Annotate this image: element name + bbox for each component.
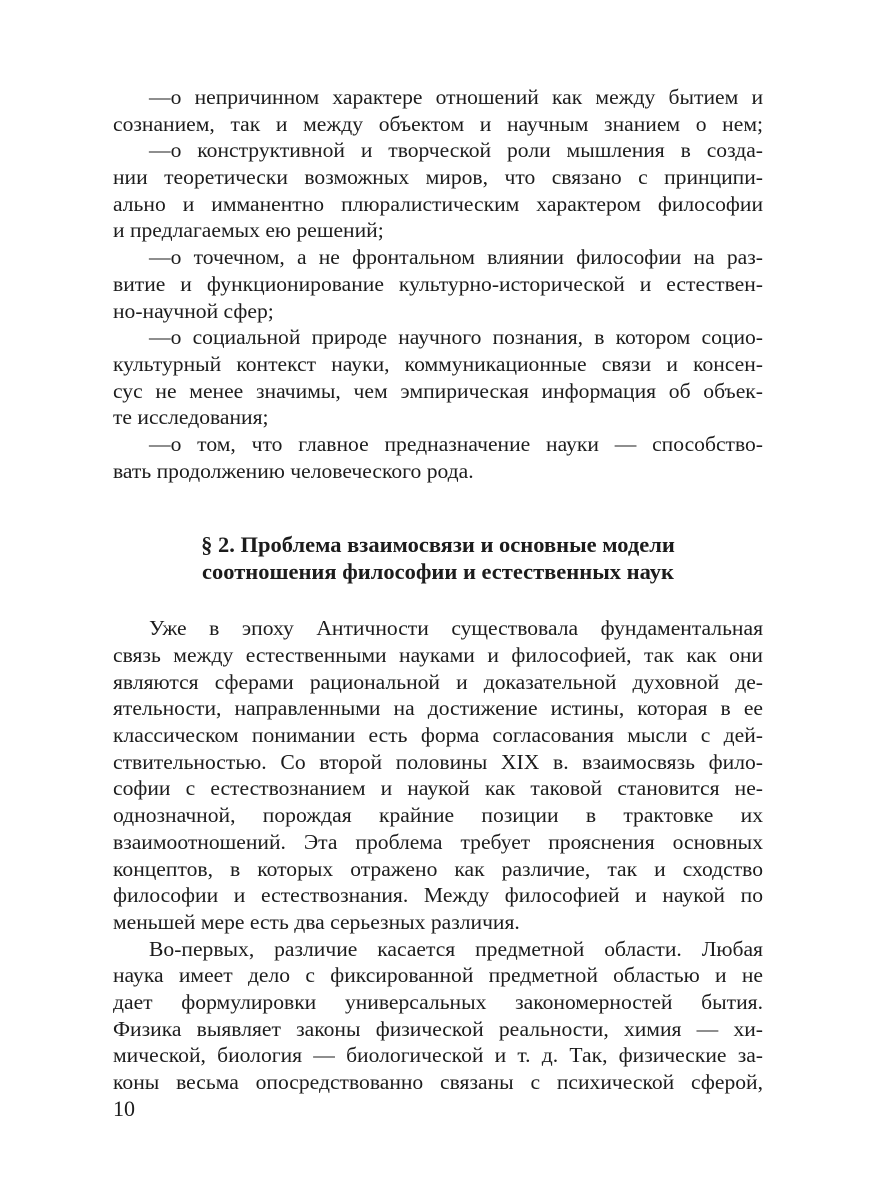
text-line: культурный контекст науки, коммуникационные связи и консен- — [113, 351, 763, 376]
text-line: Физика выявляет законы физической реальности, химия — хи- — [113, 1016, 763, 1041]
text-line: являются сферами рациональной и доказательной духовной де- — [113, 669, 763, 694]
text-line: вать продолжению человеческого рода. — [113, 458, 474, 483]
text-line: мической, биология — биологической и т. д. Так, физические за- — [113, 1043, 763, 1068]
text-line: —о непричинном характере отношений как между бытием и — [149, 85, 763, 109]
section-heading-line: соотношения философии и естественных наук — [202, 559, 674, 585]
text-line: меньшей мере есть два серьезных различия. — [113, 909, 520, 934]
text-line: ятельности, направленными на достижение истины, которая в ее — [113, 696, 763, 721]
text-line: наука имеет дело с фиксированной предметной областью и не — [113, 963, 763, 988]
text-line: но-научной сфер; — [113, 298, 274, 323]
text-line: Уже в эпоху Античности существовала фундаментальная — [149, 616, 763, 641]
text-line: —о том, что главное предназначение науки — способство- — [149, 431, 763, 456]
paragraph-2 — [113, 936, 763, 1096]
text-line: коны весьма опосредствованно связаны с психической сферой, — [113, 1070, 763, 1094]
text-line: концептов, в которых отражено как различие, так и сходство — [113, 856, 763, 881]
text-line: те исследования; — [113, 405, 269, 430]
text-line: Во-первых, различие касается предметной области. Любая — [149, 936, 763, 961]
text-line: и предлагаемых ею решений; — [113, 218, 384, 243]
paragraph-1 — [113, 615, 763, 935]
text-line: сус не менее значимы, чем эмпирическая информация об объек- — [113, 378, 763, 403]
text-line: однозначной, порождая крайние позиции в трактовке их — [113, 803, 763, 828]
text-line: философии и естествознания. Между философией и наукой по — [113, 883, 763, 908]
page-number: 10 — [113, 1096, 135, 1121]
list-block — [113, 84, 763, 484]
section-heading-line: § 2. Проблема взаимосвязи и основные модели — [201, 532, 675, 558]
text-line: —о конструктивной и творческой роли мышления в созда- — [149, 138, 763, 163]
text-line: ально и имманентно плюралистическим характером философии — [113, 191, 763, 216]
text-line: сознанием, так и между объектом и научным знанием о нем; — [113, 111, 763, 136]
text-line: дает формулировки универсальных закономерностей бытия. — [113, 989, 763, 1014]
text-line: —о социальной природе научного познания, в котором социо- — [149, 325, 763, 350]
text-line: взаимоотношений. Эта проблема требует прояснения основных — [113, 829, 763, 854]
section-heading — [113, 531, 763, 585]
text-line: нии теоретически возможных миров, что связано с принципи- — [113, 165, 763, 190]
text-line: софии с естествознанием и наукой как таковой становится не- — [113, 776, 763, 801]
text-line: связь между естественными науками и философией, так как они — [113, 643, 763, 667]
page-body — [113, 84, 763, 1096]
text-line: витие и функционирование культурно-исторической и естествен- — [113, 271, 763, 296]
text-line: ствительностью. Со второй половины XIX в. взаимосвязь фило- — [113, 749, 763, 774]
text-line: —о точечном, а не фронтальном влиянии философии на раз- — [149, 245, 763, 270]
text-line: классическом понимании есть форма согласования мысли с дей- — [113, 723, 763, 748]
